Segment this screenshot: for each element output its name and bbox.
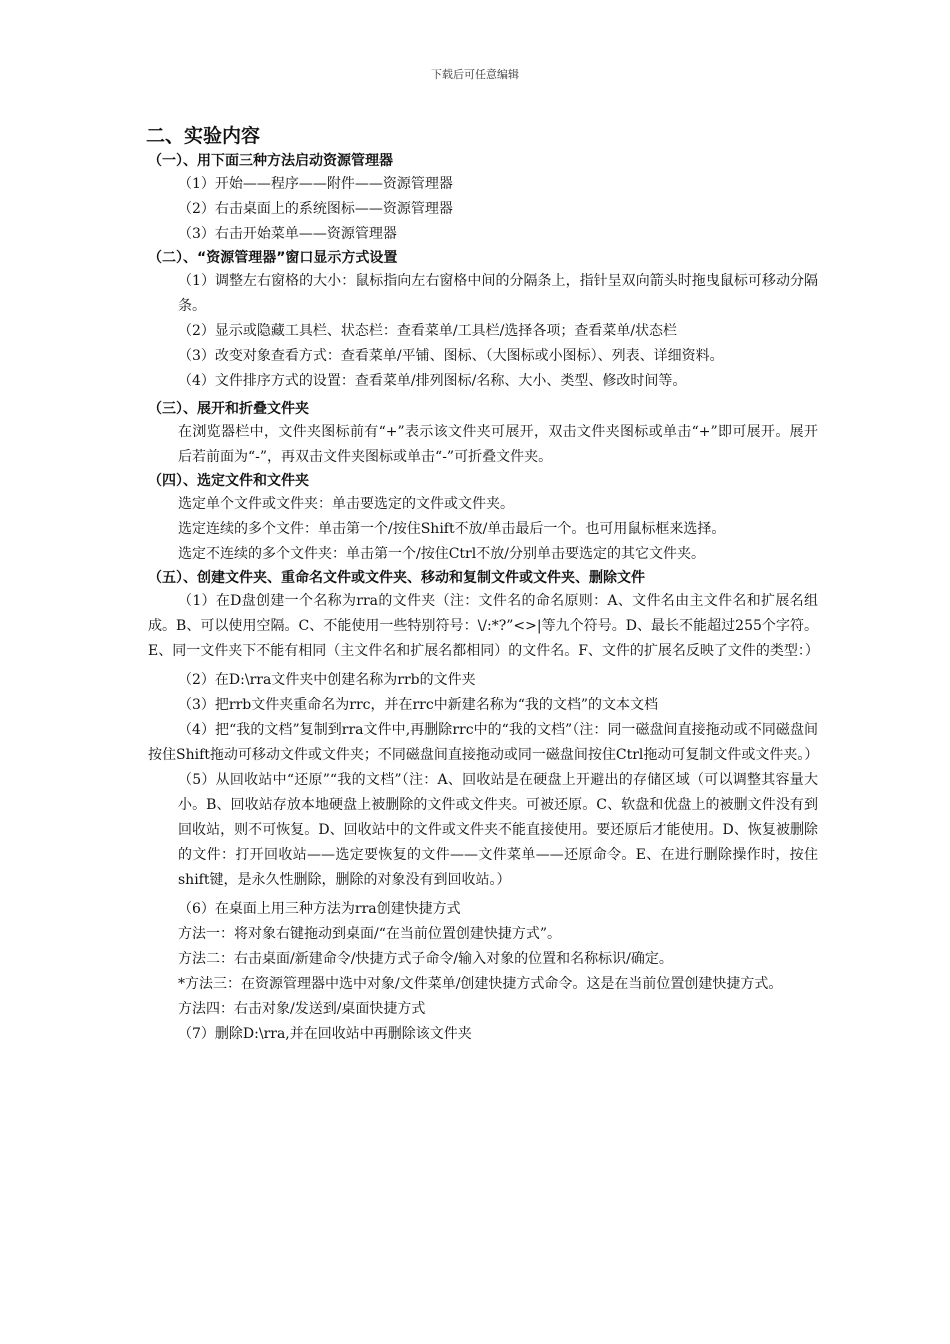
heading-3: （三）、展开和折叠文件夹 [148, 401, 309, 417]
heading-1: （一）、用下面三种方法启动资源管理器 [148, 153, 393, 169]
s5-paragraph-7: （7）删除D:\rra,并在回收站中再删除该文件夹 [178, 1026, 472, 1042]
s5-paragraph-1: （1）在D盘创建一个名称为rra的文件夹（注：文件名的命名原则：A、文件名由主文件名和扩展名组成。B、可以使用空隔。C、不能使用一些特别符号：\/:*?”<>|等九个符号。D、最长不能超过255个字符。E、同一文件夹下不能有相同（主文件名和扩展名都相同）的文件名。F、文件的扩展名反映了文件的类型：） [148, 593, 819, 659]
page-header: 下载后可任意编辑 [431, 68, 519, 81]
s2-item-4: （4）文件排序方式的设置：查看菜单/排列图标/名称、大小、类型、修改时间等。 [178, 373, 687, 389]
s3-text: 在浏览器栏中，文件夹图标前有“+”表示该文件夹可展开，双击文件夹图标或单击“+”即可展开。展开后若前面为“-”，再双击文件夹图标或单击“-”可折叠文件夹。 [178, 424, 818, 465]
s1-item-2: （2）右击桌面上的系统图标——资源管理器 [178, 201, 453, 217]
s4-item-2: 选定连续的多个文件：单击第一个/按住Shift不放/单击最后一个。也可用鼠标框来选择。 [178, 521, 726, 537]
s2-item-3: （3）改变对象查看方式：查看菜单/平铺、图标、（大图标或小图标）、列表、详细资料。 [178, 348, 724, 364]
s5-paragraph-5: （5）从回收站中“还原”“我的文档”（注：A、回收站是在硬盘上开避出的存储区域（可以调整其容量大小。B、回收站存放本地硬盘上被删除的文件或文件夹。可被还原。C、软盘和优盘上的被删文件没有到回收站，则不可恢复。D、回收站中的文件或文件夹不能直接使用。要还原后才能使用。D、恢复被删除的文件：打开回收站——选定要恢复的文件——文件菜单——还原命令。E、在进行删除操作时，按住shift键，是永久性删除，删除的对象没有到回收站。） [178, 772, 818, 888]
s5-paragraph-4: （4）把“我的文档”复制到rra文件中,再删除rrc中的“我的文档”（注：同一磁盘间直接拖动或不同磁盘间按住Shift拖动可移动文件或文件夹；不同磁盘间直接拖动或同一磁盘间按住Ctrl拖动可复制文件或文件夹。） [148, 722, 819, 763]
s2-item-2: （2）显示或隐藏工具栏、状态栏：查看菜单/工具栏/选择各项；查看菜单/状态栏 [178, 323, 678, 339]
s1-item-1: （1）开始——程序——附件——资源管理器 [178, 176, 453, 192]
s5-paragraph-3: （3）把rrb文件夹重命名为rrc，并在rrc中新建名称为“我的文档”的文本文档 [178, 697, 659, 713]
heading-4: （四）、选定文件和文件夹 [148, 473, 309, 489]
s2-item-1: （1）调整左右窗格的大小：鼠标指向左右窗格中间的分隔条上，指针呈双向箭头时拖曳鼠标可移动分隔条。 [178, 273, 818, 314]
s5-paragraph-6: （6）在桌面上用三种方法为rra创建快捷方式 [178, 901, 461, 917]
heading-5: （五）、创建文件夹、重命名文件或文件夹、移动和复制文件或文件夹、删除文件 [148, 570, 645, 586]
method-1: 方法一：将对象右键拖动到桌面/“在当前位置创建快捷方式”。 [178, 926, 562, 942]
section-title: 二、实验内容 [146, 125, 261, 147]
document-body [148, 122, 818, 1047]
method-3: *方法三：在资源管理器中选中对象/文件菜单/创建快捷方式命令。这是在当前位置创建快捷方式。 [178, 976, 783, 992]
s4-item-1: 选定单个文件或文件夹：单击要选定的文件或文件夹。 [178, 496, 514, 512]
method-2: 方法二：右击桌面/新建命令/快捷方式子命令/输入对象的位置和名称标识/确定。 [178, 951, 673, 967]
heading-2: （二）、“资源管理器”窗口显示方式设置 [148, 250, 398, 266]
s1-item-3: （3）右击开始菜单——资源管理器 [178, 226, 397, 242]
s5-paragraph-2: （2）在D:\rra文件夹中创建名称为rrb的文件夹 [178, 672, 476, 688]
s4-item-3: 选定不连续的多个文件夹：单击第一个/按住Ctrl不放/分别单击要选定的其它文件夹。 [178, 546, 705, 562]
method-4: 方法四：右击对象/发送到/桌面快捷方式 [178, 1001, 426, 1017]
